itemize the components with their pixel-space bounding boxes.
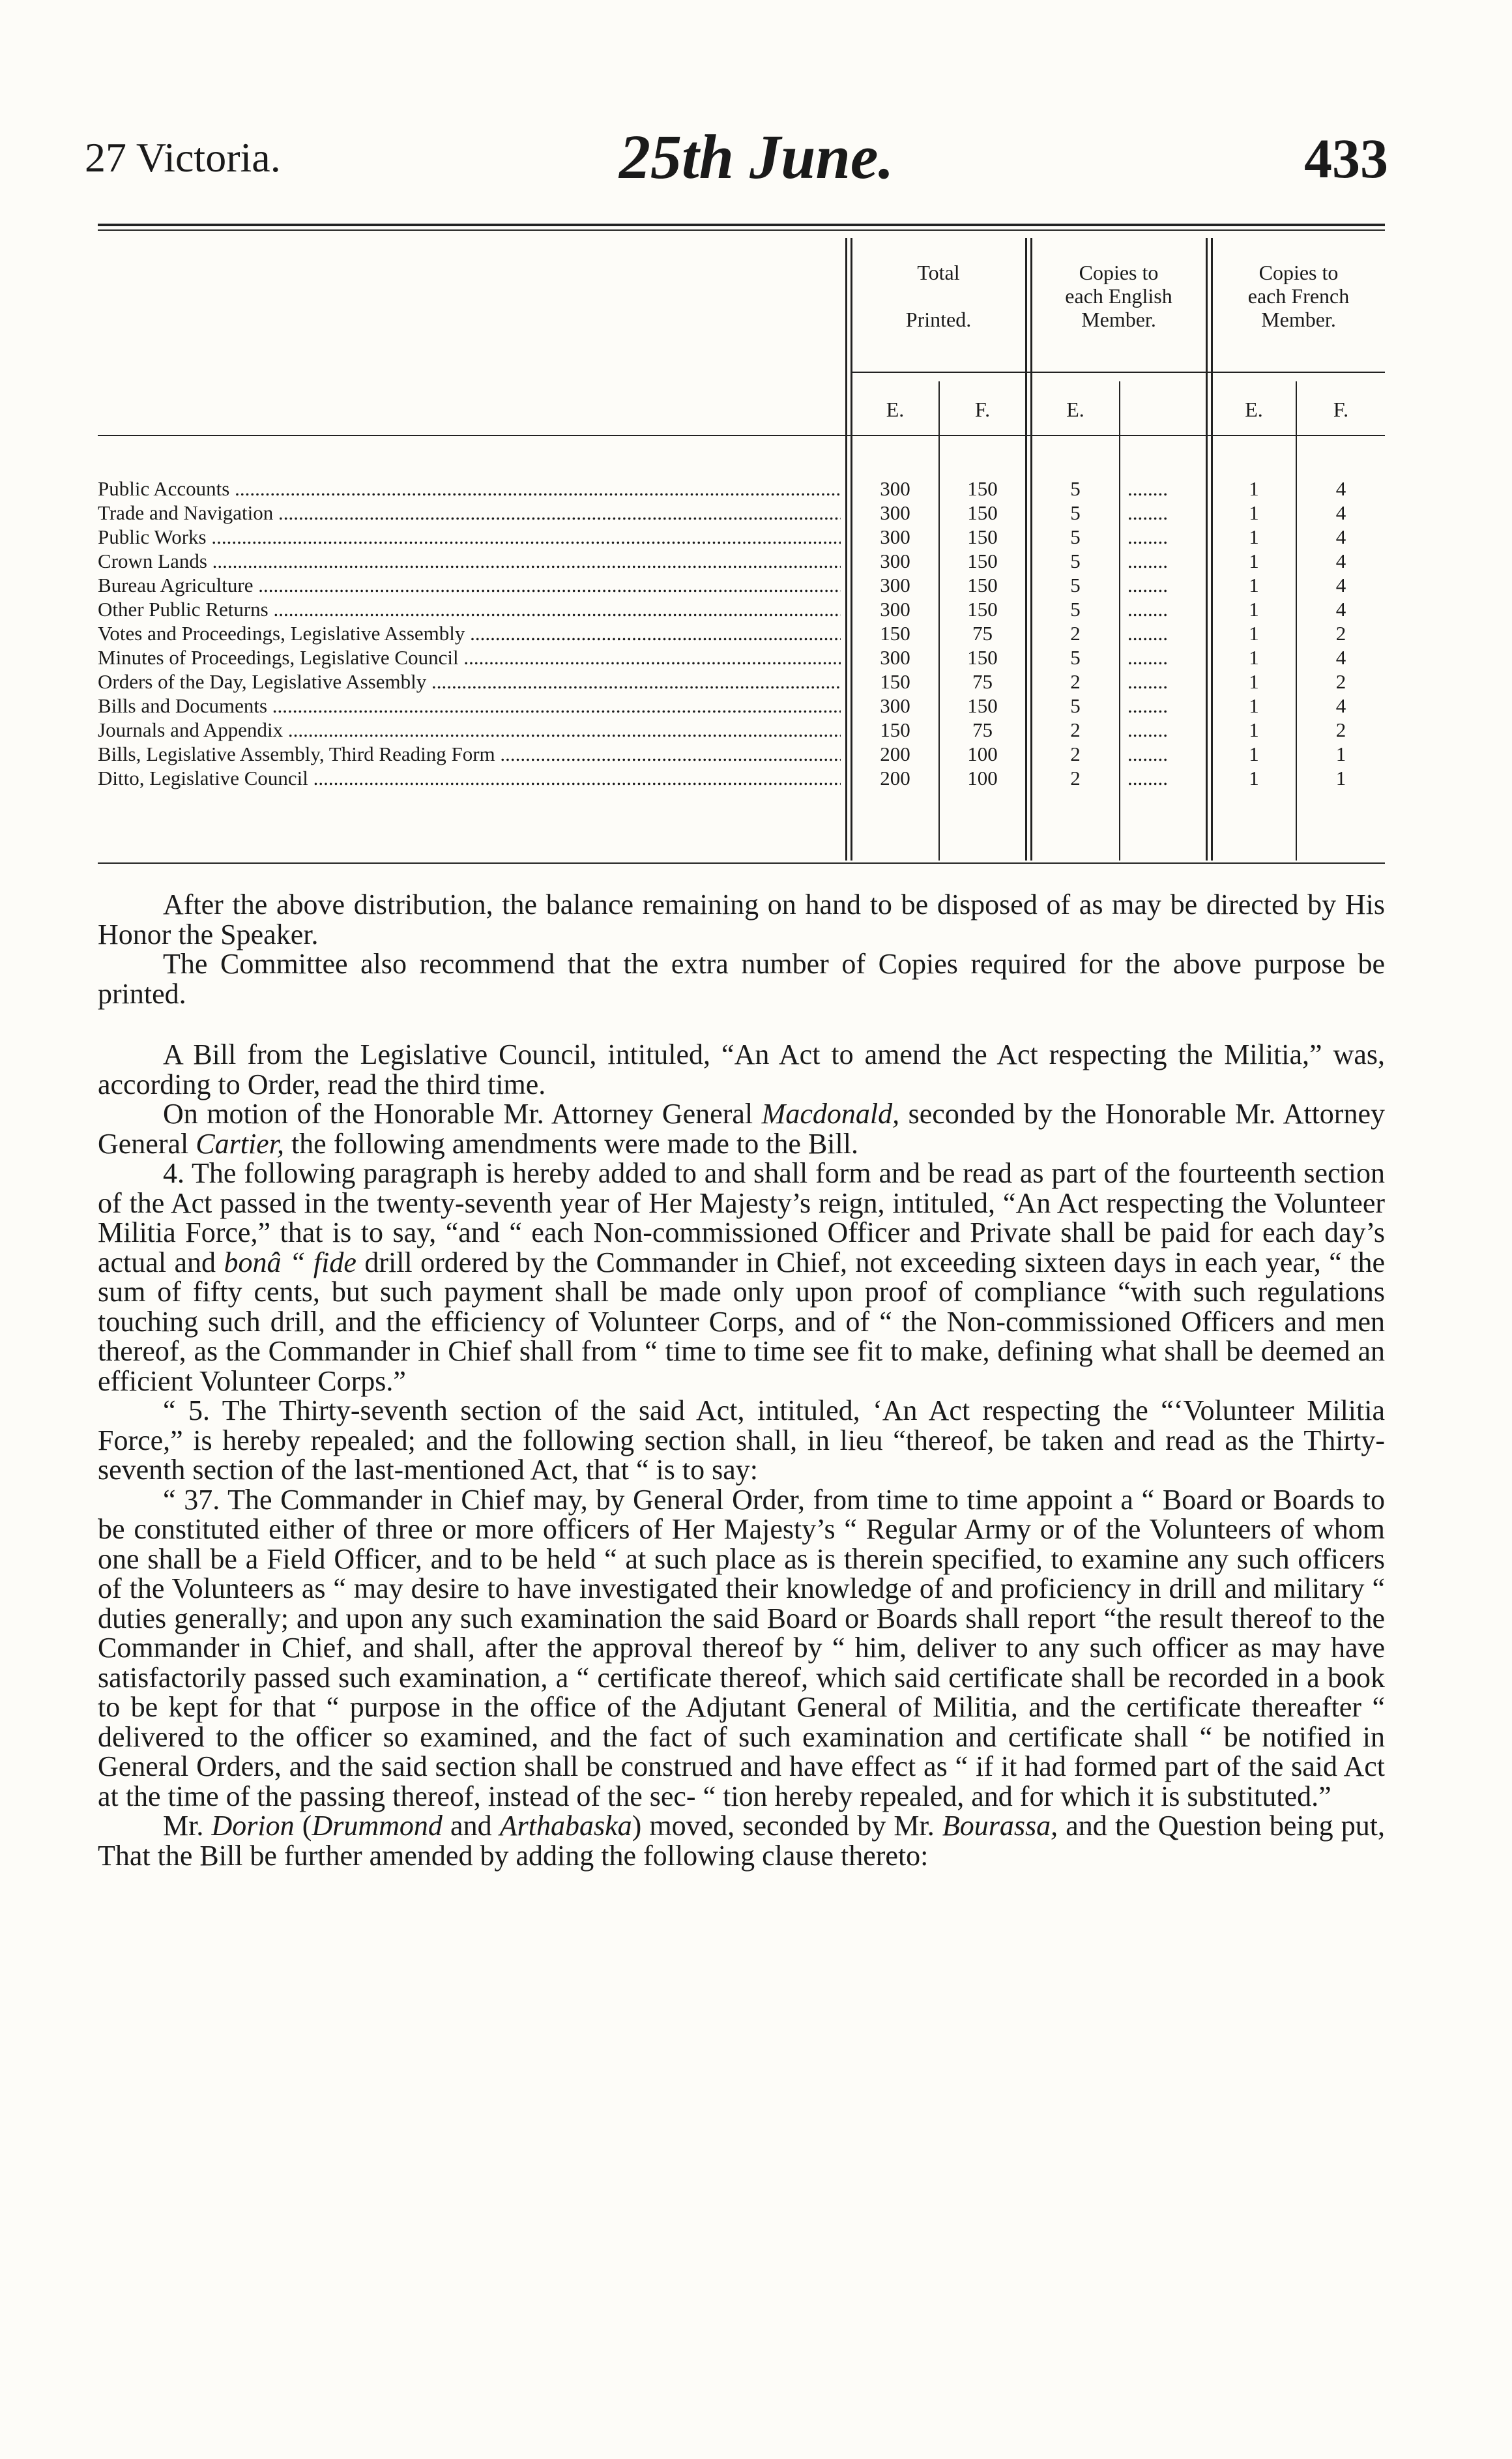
row-label: Orders of the Day, Legislative Assembly ..... bbox=[98, 670, 841, 694]
english-e-value: 5 bbox=[1070, 501, 1081, 524]
paragraph bbox=[98, 1158, 1385, 1396]
total-e-value: 300 bbox=[880, 477, 910, 500]
text-run: ( bbox=[294, 1810, 312, 1842]
total-e-value: 150 bbox=[880, 718, 910, 741]
total-f-value: 150 bbox=[967, 525, 998, 548]
english-f-dots: ........ bbox=[1127, 574, 1168, 596]
french-e-value: 1 bbox=[1249, 477, 1259, 500]
table-row bbox=[98, 670, 1385, 694]
total-e-value: 300 bbox=[880, 694, 910, 717]
table-row bbox=[98, 550, 1385, 574]
table-row bbox=[98, 646, 1385, 670]
french-f-value: 2 bbox=[1335, 670, 1346, 693]
row-label: Votes and Proceedings, Legislative Assembly ..... bbox=[98, 622, 841, 645]
english-e-value: 5 bbox=[1070, 550, 1081, 572]
table-row bbox=[98, 477, 1385, 501]
page-number: 433 bbox=[1304, 127, 1388, 190]
header-line: Copies to bbox=[1258, 261, 1339, 284]
paragraph-gap bbox=[98, 1009, 1385, 1040]
member-name: Macdonald, bbox=[761, 1098, 900, 1130]
total-e-value: 300 bbox=[880, 525, 910, 548]
french-e-value: 1 bbox=[1249, 670, 1259, 693]
english-e-value: 2 bbox=[1070, 767, 1081, 789]
header-rule-bottom bbox=[98, 229, 1385, 231]
subheader-total-f: F. bbox=[974, 398, 991, 421]
member-name: Bourassa, bbox=[942, 1810, 1058, 1842]
text-run: the following amendments were made to the Bill. bbox=[284, 1127, 858, 1160]
paragraph: “ 5. The Thirty-seventh section of the said Act, intituled, ‘An Act respecting the “‘Volunteer Militia Force,” is hereby repealed; and the following section shall, in lieu “thereof, be taken and read as the Thirty-seventh section of the last-mentioned Act, that “ is to say: bbox=[98, 1394, 1385, 1486]
text-run: seconded by the Honorable Mr. Attorney General bbox=[98, 1098, 1385, 1160]
total-f-value: 150 bbox=[967, 694, 998, 717]
french-e-value: 1 bbox=[1249, 598, 1259, 621]
row-label: Bills, Legislative Assembly, Third Reading Form ..... bbox=[98, 743, 841, 766]
date-heading: 25th June. bbox=[619, 122, 894, 192]
total-e-value: 300 bbox=[880, 646, 910, 669]
header-line: each French bbox=[1247, 284, 1350, 308]
french-e-value: 1 bbox=[1249, 550, 1259, 572]
english-e-value: 5 bbox=[1070, 477, 1081, 500]
row-label: Public Accounts ..... bbox=[98, 477, 841, 501]
member-name: Cartier, bbox=[196, 1127, 284, 1160]
french-f-value: 4 bbox=[1335, 501, 1346, 524]
english-e-value: 5 bbox=[1070, 694, 1081, 717]
text-run: On motion of the Honorable Mr. Attorney General bbox=[163, 1098, 762, 1130]
table-row bbox=[98, 622, 1385, 646]
header-line: Member. bbox=[1081, 308, 1156, 331]
english-e-value: 2 bbox=[1070, 622, 1081, 645]
french-e-value: 1 bbox=[1249, 767, 1259, 789]
french-f-value: 4 bbox=[1335, 550, 1346, 572]
english-e-value: 5 bbox=[1070, 598, 1081, 621]
text-run: and bbox=[442, 1810, 500, 1842]
text-run: ) moved, seconded by Mr. bbox=[632, 1810, 942, 1842]
english-f-dots: ........ bbox=[1127, 670, 1168, 693]
table-row bbox=[98, 767, 1385, 791]
total-e-value: 300 bbox=[880, 550, 910, 572]
french-f-value: 1 bbox=[1335, 767, 1346, 789]
english-f-dots: ........ bbox=[1127, 622, 1168, 645]
french-e-value: 1 bbox=[1249, 501, 1259, 524]
total-f-value: 75 bbox=[972, 670, 993, 693]
text-run: 4. The following paragraph is hereby added to and shall form and be read as part of the fourteenth section of the Act passed in the twenty-seventh year of Her Majesty’s reign, intituled, “An Act respecting the Volunteer Militia Force,” that is to say, “and “ each Non-commissioned Officer and Private shall be paid for each day’s actual and bbox=[98, 1157, 1385, 1278]
french-f-value: 4 bbox=[1335, 477, 1346, 500]
english-e-value: 2 bbox=[1070, 718, 1081, 741]
row-label: Minutes of Proceedings, Legislative Council ..... bbox=[98, 646, 841, 670]
english-member-header bbox=[1032, 261, 1206, 331]
english-f-dots: ........ bbox=[1127, 694, 1168, 717]
table-row bbox=[98, 743, 1385, 767]
total-e-value: 300 bbox=[880, 574, 910, 596]
distribution-table bbox=[98, 238, 1385, 874]
english-e-value: 5 bbox=[1070, 574, 1081, 596]
total-printed-header bbox=[852, 261, 1025, 331]
subheader-english-e: E. bbox=[1066, 398, 1084, 421]
text-run: and the Question being put, That the Bill be further amended by adding the following clause thereto: bbox=[98, 1810, 1386, 1872]
total-e-value: 150 bbox=[880, 622, 910, 645]
constituency-name: Arthabaska bbox=[499, 1810, 632, 1842]
paragraph: The Committee also recommend that the extra number of Copies required for the above purpose be printed. bbox=[98, 948, 1385, 1010]
french-e-value: 1 bbox=[1249, 694, 1259, 717]
total-f-value: 100 bbox=[967, 743, 998, 765]
french-e-value: 1 bbox=[1249, 743, 1259, 765]
total-f-value: 75 bbox=[972, 622, 993, 645]
french-e-value: 1 bbox=[1249, 525, 1259, 548]
french-member-header bbox=[1212, 261, 1385, 331]
total-e-value: 300 bbox=[880, 598, 910, 621]
paragraph bbox=[98, 1099, 1385, 1158]
english-e-value: 5 bbox=[1070, 646, 1081, 669]
french-f-value: 2 bbox=[1335, 718, 1346, 741]
french-e-value: 1 bbox=[1249, 646, 1259, 669]
english-f-dots: ........ bbox=[1127, 767, 1168, 789]
english-e-value: 2 bbox=[1070, 670, 1081, 693]
english-e-value: 5 bbox=[1070, 525, 1081, 548]
subheader-french-f: F. bbox=[1333, 398, 1349, 421]
row-label: Ditto, Legislative Council ..... bbox=[98, 767, 841, 790]
total-f-value: 150 bbox=[967, 501, 998, 524]
subheader-total-e: E. bbox=[886, 398, 905, 421]
text-run: drill ordered by the Commander in Chief, not exceeding sixteen days in each year, “ the sum of fifty cents, but such payment shall be made only upon proof of compliance “with such regulations touching such drill, and the efficiency of Volunteer Corps, and of “ the Non-commissioned Officers and men thereof, as the Commander in Chief shall from “ time to time see fit to make, defining what shall be deemed an efficient Volunteer Corps.” bbox=[98, 1246, 1385, 1397]
total-f-value: 100 bbox=[967, 767, 998, 789]
row-label: Other Public Returns ..... bbox=[98, 598, 841, 621]
latin-phrase: bonâ “ fide bbox=[224, 1246, 356, 1278]
row-label: Bills and Documents ..... bbox=[98, 694, 841, 718]
header-line: each English bbox=[1065, 284, 1172, 308]
english-f-dots: ........ bbox=[1127, 598, 1168, 621]
paragraph bbox=[98, 1811, 1385, 1870]
total-f-value: 150 bbox=[967, 646, 998, 669]
header-line: Member. bbox=[1261, 308, 1336, 331]
row-label: Public Works ..... bbox=[98, 525, 841, 549]
row-label: Trade and Navigation ..... bbox=[98, 501, 841, 525]
table-row bbox=[98, 598, 1385, 622]
english-f-dots: ........ bbox=[1127, 718, 1168, 741]
table-row bbox=[98, 525, 1385, 550]
french-f-value: 4 bbox=[1335, 646, 1346, 669]
total-e-value: 200 bbox=[880, 767, 910, 789]
table-row bbox=[98, 501, 1385, 525]
french-f-value: 1 bbox=[1335, 743, 1346, 765]
french-e-value: 1 bbox=[1249, 622, 1259, 645]
total-e-value: 200 bbox=[880, 743, 910, 765]
header-line: Copies to bbox=[1079, 261, 1159, 284]
table-row bbox=[98, 574, 1385, 598]
subheader-rule bbox=[852, 372, 1385, 373]
total-f-value: 150 bbox=[967, 550, 998, 572]
paragraph: After the above distribution, the balance remaining on hand to be disposed of as may be directed by His Honor the Speaker. bbox=[98, 889, 1385, 950]
header-bottom-rule bbox=[98, 435, 1385, 436]
english-e-value: 2 bbox=[1070, 743, 1081, 765]
table-bottom-rule bbox=[98, 862, 1385, 864]
english-f-dots: ........ bbox=[1127, 525, 1168, 548]
text-run: Mr. bbox=[163, 1810, 212, 1842]
french-f-value: 4 bbox=[1335, 598, 1346, 621]
paragraph: “ 37. The Commander in Chief may, by General Order, from time to time appoint a “ Board or Boards to be constituted either of three or more officers of Her Majesty’s “ Regular Army or of the Volunteers of whom one shall be a Field Officer, and to be held “ at such place as is therein specified, to examine any such officers of the Volunteers as “ may desire to have investigated their knowledge of and proficiency in drill and military “ duties generally; and upon any such examination the said Board or Boards shall report “the result thereof to the Commander in Chief, and shall, after the approval thereof by “ him, deliver to any such officer as may have satisfactorily passed such examination, a “ certificate thereof, which said certificate shall be recorded in a book to be kept for that “ purpose in the office of the Adjutant General of Militia, and the certificate thereafter “ delivered to the officer so examined, and the fact of such examination and certificate shall “ be notified in General Orders, and the said section shall be construed and have effect as “ if it had formed part of the said Act at the time of the passing thereof, instead of the sec- “ tion hereby repealed, and for which it is substituted.” bbox=[98, 1483, 1385, 1812]
table-row bbox=[98, 694, 1385, 718]
french-f-value: 4 bbox=[1335, 694, 1346, 717]
row-label: Journals and Appendix ..... bbox=[98, 718, 841, 742]
total-f-value: 150 bbox=[967, 477, 998, 500]
english-f-dots: ........ bbox=[1127, 743, 1168, 765]
total-f-value: 150 bbox=[967, 598, 998, 621]
header-line: Total bbox=[917, 261, 960, 284]
french-e-value: 1 bbox=[1249, 574, 1259, 596]
session-label: 27 Victoria. bbox=[85, 134, 281, 181]
english-f-dots: ........ bbox=[1127, 477, 1168, 500]
french-f-value: 4 bbox=[1335, 574, 1346, 596]
total-e-value: 150 bbox=[880, 670, 910, 693]
page-header bbox=[85, 121, 1388, 199]
constituency-name: Drummond bbox=[312, 1810, 443, 1842]
french-f-value: 4 bbox=[1335, 525, 1346, 548]
english-f-dots: ........ bbox=[1127, 501, 1168, 524]
total-f-value: 150 bbox=[967, 574, 998, 596]
table-row bbox=[98, 718, 1385, 743]
header-line: Printed. bbox=[905, 308, 972, 331]
french-e-value: 1 bbox=[1249, 718, 1259, 741]
total-f-value: 75 bbox=[972, 718, 993, 741]
paragraph: A Bill from the Legislative Council, intituled, “An Act to amend the Act respecting the Militia,” was, according to Order, read the third time. bbox=[98, 1038, 1385, 1100]
french-f-value: 2 bbox=[1335, 622, 1346, 645]
header-rule-top bbox=[98, 224, 1385, 226]
body-text bbox=[98, 890, 1385, 1870]
total-e-value: 300 bbox=[880, 501, 910, 524]
row-label: Bureau Agriculture ..... bbox=[98, 574, 841, 597]
row-label: Crown Lands ..... bbox=[98, 550, 841, 573]
english-f-dots: ........ bbox=[1127, 550, 1168, 572]
subheader-french-e: E. bbox=[1245, 398, 1263, 421]
english-f-dots: ........ bbox=[1127, 646, 1168, 669]
member-name: Dorion bbox=[211, 1810, 295, 1842]
